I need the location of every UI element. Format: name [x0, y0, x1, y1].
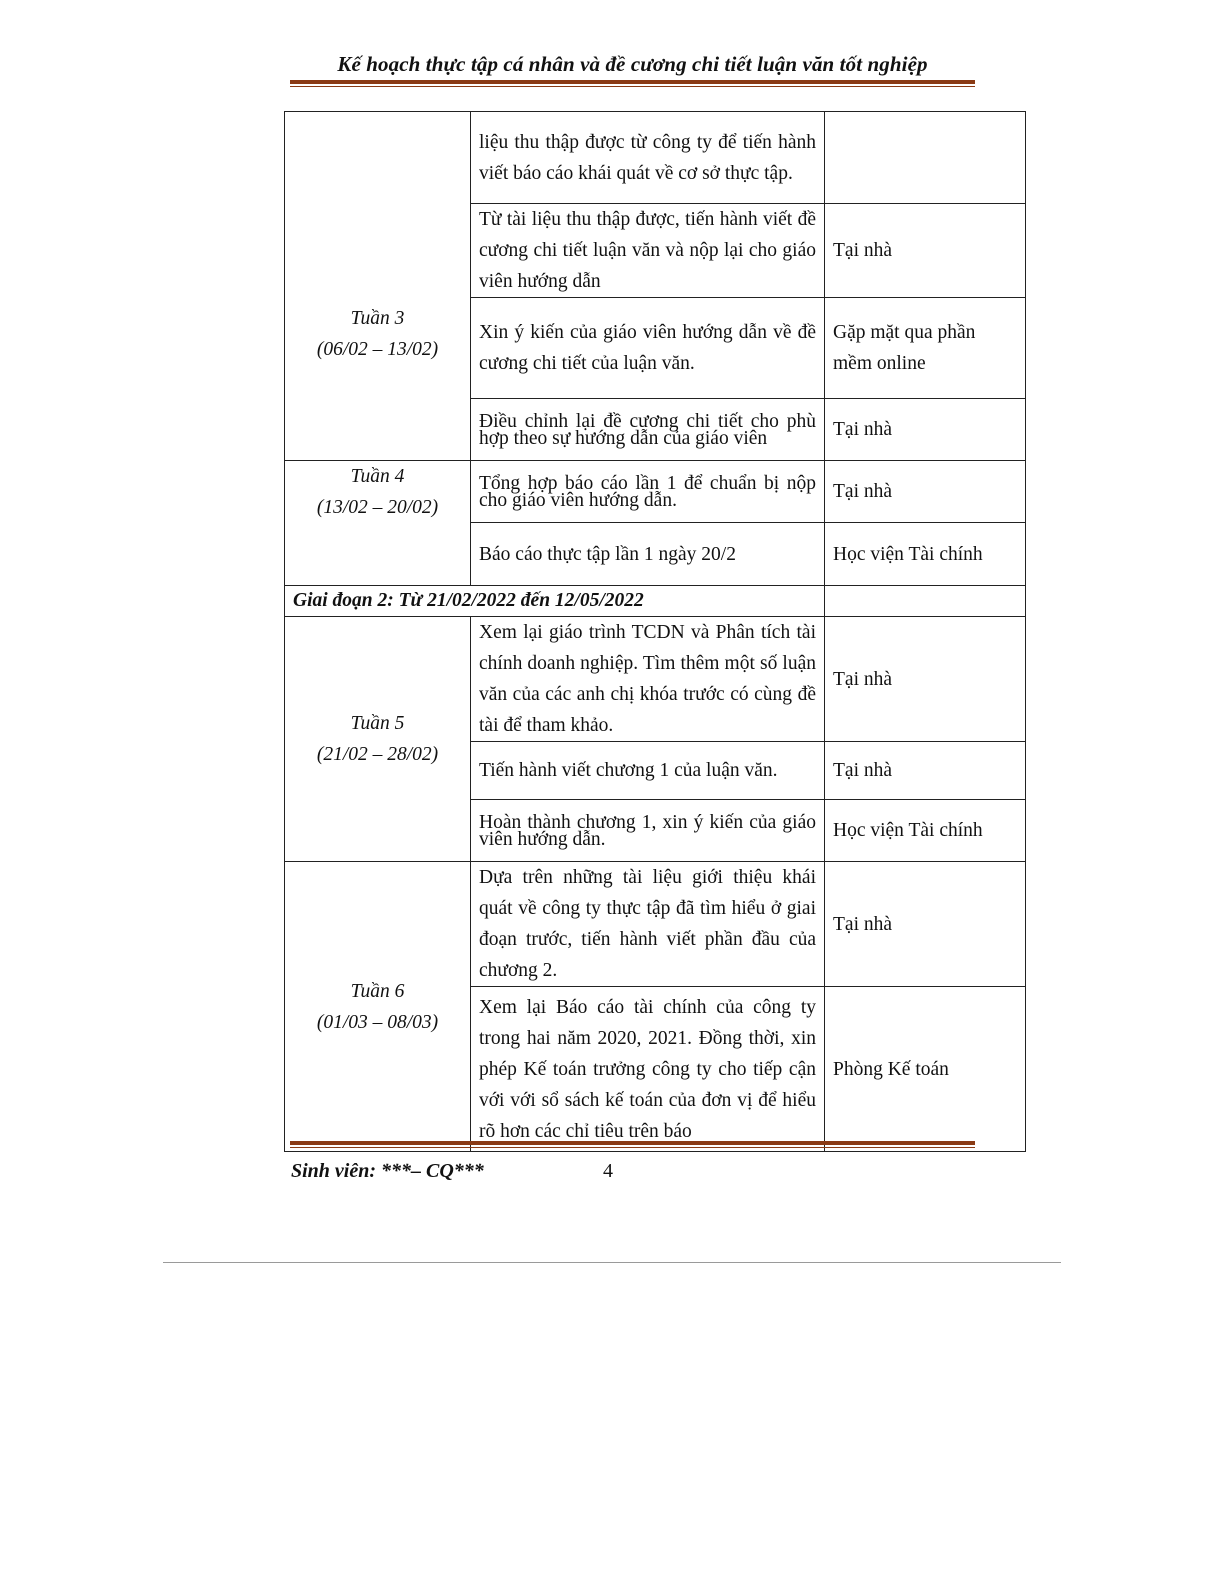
- week-label: Tuần 3: [350, 308, 405, 329]
- place-cell: Tại nhà: [825, 862, 1026, 987]
- table-row: [285, 617, 1026, 742]
- place-cell: Tại nhà: [825, 742, 1026, 800]
- week-label: Tuần 4: [350, 466, 405, 487]
- week-cell-5: [285, 617, 471, 862]
- table-row: [285, 112, 1026, 204]
- page-header-title: Kế hoạch thực tập cá nhân và đề cương chi tiết luận văn tốt nghiệp: [337, 52, 928, 76]
- page-separator: [163, 1262, 1061, 1263]
- place-cell: [825, 112, 1026, 204]
- footer-student-label: Sinh viên: ***– CQ***: [291, 1160, 484, 1182]
- week-dates: (13/02 – 20/02): [316, 497, 439, 518]
- week-dates: (21/02 – 28/02): [316, 744, 439, 765]
- task-cell: Điều chỉnh lại đề cương chi tiết cho phù hợp theo sự hướng dẫn của giáo viên: [471, 399, 825, 461]
- week-dates: (01/03 – 08/03): [316, 1011, 439, 1033]
- place-cell: Tại nhà: [825, 617, 1026, 742]
- week-cell-3: [285, 112, 471, 461]
- task-cell: Xem lại Báo cáo tài chính của công ty trong hai năm 2020, 2021. Đồng thời, xin phép Kế toán trưởng công ty cho tiếp cận với với sổ sách kế toán của đơn vị để hiểu rõ hơn các chỉ tiêu trên báo: [471, 987, 825, 1152]
- page-number: 4: [603, 1160, 613, 1182]
- task-cell: Báo cáo thực tập lần 1 ngày 20/2: [471, 523, 825, 586]
- week-label: Tuần 5: [350, 713, 405, 734]
- task-cell: Tổng hợp báo cáo lần 1 để chuẩn bị nộp cho giáo viên hướng dẫn.: [471, 461, 825, 523]
- table-row: [285, 862, 1026, 987]
- task-cell: Từ tài liệu thu thập được, tiến hành viết đề cương chi tiết luận văn và nộp lại cho giáo viên hướng dẫn: [471, 204, 825, 298]
- place-cell: [825, 586, 1026, 617]
- internship-plan-table: [284, 111, 1026, 1152]
- place-cell: Gặp mặt qua phần mềm online: [825, 298, 1026, 399]
- footer-rule: [290, 1141, 975, 1145]
- task-cell: Hoàn thành chương 1, xin ý kiến của giáo viên hướng dẫn.: [471, 800, 825, 862]
- task-cell: liệu thu thập được từ công ty để tiến hành viết báo cáo khái quát về cơ sở thực tập.: [471, 112, 825, 204]
- task-cell: Tiến hành viết chương 1 của luận văn.: [471, 742, 825, 800]
- week-label: Tuần 6: [350, 980, 405, 1002]
- table-row: [285, 461, 1026, 523]
- stage-row: [285, 586, 1026, 617]
- footer-rule-thin: [290, 1147, 975, 1148]
- week-dates: (06/02 – 13/02): [316, 339, 439, 360]
- header-rule-thin: [290, 86, 975, 87]
- stage-label: Giai đoạn 2: Từ 21/02/2022 đến 12/05/2022: [285, 586, 825, 617]
- task-cell: Xem lại giáo trình TCDN và Phân tích tài chính doanh nghiệp. Tìm thêm một số luận văn của các anh chị khóa trước có cùng đề tài để tham khảo.: [471, 617, 825, 742]
- task-cell: Xin ý kiến của giáo viên hướng dẫn về đề cương chi tiết của luận văn.: [471, 298, 825, 399]
- place-cell: Học viện Tài chính: [825, 800, 1026, 862]
- place-cell: Học viện Tài chính: [825, 523, 1026, 586]
- place-cell: Tại nhà: [825, 204, 1026, 298]
- week-cell-4: [285, 461, 471, 586]
- place-cell: Tại nhà: [825, 399, 1026, 461]
- header-rule: [290, 80, 975, 84]
- place-cell: Tại nhà: [825, 461, 1026, 523]
- place-cell: Phòng Kế toán: [825, 987, 1026, 1152]
- task-cell: Dựa trên những tài liệu giới thiệu khái quát về công ty thực tập đã tìm hiểu ở giai đoạn trước, tiến hành viết phần đầu của chương 2.: [471, 862, 825, 987]
- week-cell-6: [285, 862, 471, 1152]
